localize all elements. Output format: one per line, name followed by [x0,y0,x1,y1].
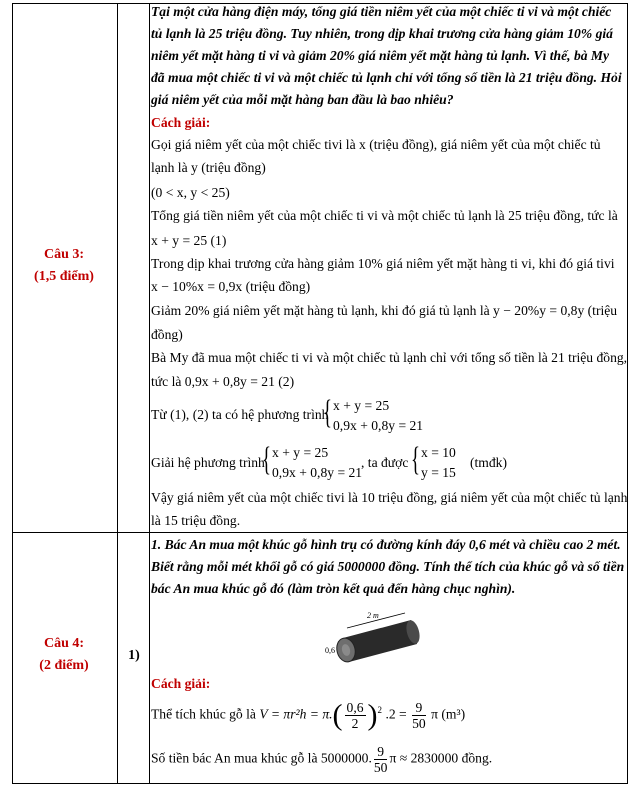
q3-result-brace: { [411,441,420,478]
q3-solve-mid: , ta được [361,455,409,470]
q4-volume-unit: π (m³) [431,706,466,722]
q3-line-6a: Bà My đã mua một chiếc ti vi và một chiếc tủ lạnh chỉ với tổng số tiền là 21 triệu đồng, [151,350,628,365]
q4-price-line [151,744,492,775]
question-3-points: (1,5 điểm) [34,269,94,284]
q4-fraction-volume [412,700,426,731]
q4-fraction-volume-den: 50 [412,716,426,731]
q4-price-suffix: π ≈ 2830000 đồng. [389,750,493,766]
q3-problem-line-4: đã mua một chiếc ti vi và một chiếc tủ lạnh chỉ với tổng số tiền là 21 triệu đồng. Hỏi [151,70,622,85]
q4-volume-line [151,700,465,731]
q3-line-3a: Tổng giá tiền niêm yết của một chiếc ti vi và một chiếc tủ lạnh là 25 triệu đồng, tức là [151,208,618,223]
q4-volume-formula: V = πr²h = π. [259,706,333,722]
q3-equation-2: tức là 0,9x + 0,8y = 21 (2) [151,374,295,389]
q3-result-y: y = 15 [421,465,456,480]
q4-fraction-radius-den: 2 [351,716,359,731]
q3-line-4a: Trong dịp khai trương cửa hàng giảm 10% giá niêm yết mặt hàng ti vi, khi đó giá tivi [151,256,615,271]
q3-system-intro: Từ (1), (2) ta có hệ phương trình [151,407,329,422]
q3-line-1b: lạnh là y (triệu đồng) [151,160,266,175]
q3-conclusion-a: Vậy giá niêm yết của một chiếc tivi là 10 triệu đồng, giá niêm yết của một chiếc tủ lạnh [151,490,628,505]
question-4-number: Câu 4: [43,636,85,651]
question-4-label [12,633,116,677]
q3-system-eq-a: x + y = 25 [333,398,390,413]
q4-fraction-radius-num: 0,6 [346,700,364,715]
q3-solve-intro: Giải hệ phương trình [151,455,265,470]
q3-problem-line-3: niêm yết mặt hàng ti vi và giảm 20% giá niêm yết mặt hàng tủ lạnh. Vì thế, bà My [151,48,610,63]
q3-line-5b: đồng) [151,327,183,342]
q3-line-4b: x − 10%x = 0,9x (triệu đồng) [151,279,311,294]
q4-fraction-price-num: 9 [374,744,388,760]
q3-line-5a: Giảm 20% giá niêm yết mặt hàng tủ lạnh, khi đó giá tủ lạnh là y − 20%y = 0,8y (triệu [151,303,618,318]
q3-result-x: x = 10 [421,445,456,460]
log-body [334,619,422,664]
q4-volume-prefix: Thể tích khúc gỗ là [151,706,256,722]
q3-equation-1: x + y = 25 (1) [151,233,227,248]
question-3-label [12,244,116,288]
question-4-points: (2 điểm) [39,658,89,673]
q3-problem-line-5: giá niêm yết của mỗi mặt hàng ban đầu là bao nhiêu? [151,92,454,107]
q3-problem-line-2: tủ lạnh là 25 triệu đồng. Tuy nhiên, trong dịp khai trương cửa hàng giảm 10% giá [151,26,613,41]
q3-solution-heading: Cách giải: [151,115,211,130]
q3-line-1a: Gọi giá niêm yết của một chiếc tivi là x (triệu đồng), giá niêm yết của một chiếc tủ [151,137,601,152]
q3-problem-line-1: Tại một cửa hàng điện máy, tổng giá tiền niêm yết của một chiếc ti vi và một chiếc [151,4,612,19]
q4-solution-heading: Cách giải: [151,676,211,691]
question-4-part: 1) [128,648,140,663]
row-divider [13,532,627,533]
q3-conclusion-b: là 15 triệu đồng. [151,513,241,528]
q4-fraction-price [374,744,388,775]
q4-exponent: 2 [377,705,383,716]
q4-problem-line-1: 1. Bác An mua một khúc gỗ hình trụ có đường kính đáy 0,6 mét và chiều cao 2 mét. [151,537,621,552]
q3-condition: (0 < x, y < 25) [151,185,230,200]
column-divider-1 [117,4,118,783]
q3-result-note: (tmđk) [470,455,507,470]
q4-fraction-volume-num: 9 [412,700,426,716]
log-diameter-label: 0,6 [325,646,335,655]
q4-price-prefix: Số tiền bác An mua khúc gỗ là 5000000. [151,750,372,766]
column-divider-2 [149,4,150,783]
q3-solve-eq-a: x + y = 25 [272,445,329,460]
q4-problem-line-2: Biết rằng mỗi mét khối gỗ có giá 5000000 đồng. Tính thể tích của khúc gỗ và số tiền [151,559,625,574]
q4-volume-mid: .2 = [385,706,407,722]
q3-system-eq-b: 0,9x + 0,8y = 21 [333,418,424,433]
q3-solve-brace: { [262,441,271,478]
log-length-label: 2 m [367,611,379,620]
log-figure [323,608,433,668]
q3-solve-eq-b: 0,9x + 0,8y = 21 [272,465,363,480]
question-3-number: Câu 3: [43,247,85,262]
q4-close-paren: ) [367,698,378,732]
q3-system-brace: { [323,394,332,431]
q4-fraction-price-den: 50 [373,760,388,775]
q4-problem-line-3: bác An mua khúc gỗ đó (làm tròn kết quả đến hàng chục nghìn). [151,581,516,596]
q4-fraction-radius [345,700,366,731]
q4-open-paren: ( [332,698,343,732]
